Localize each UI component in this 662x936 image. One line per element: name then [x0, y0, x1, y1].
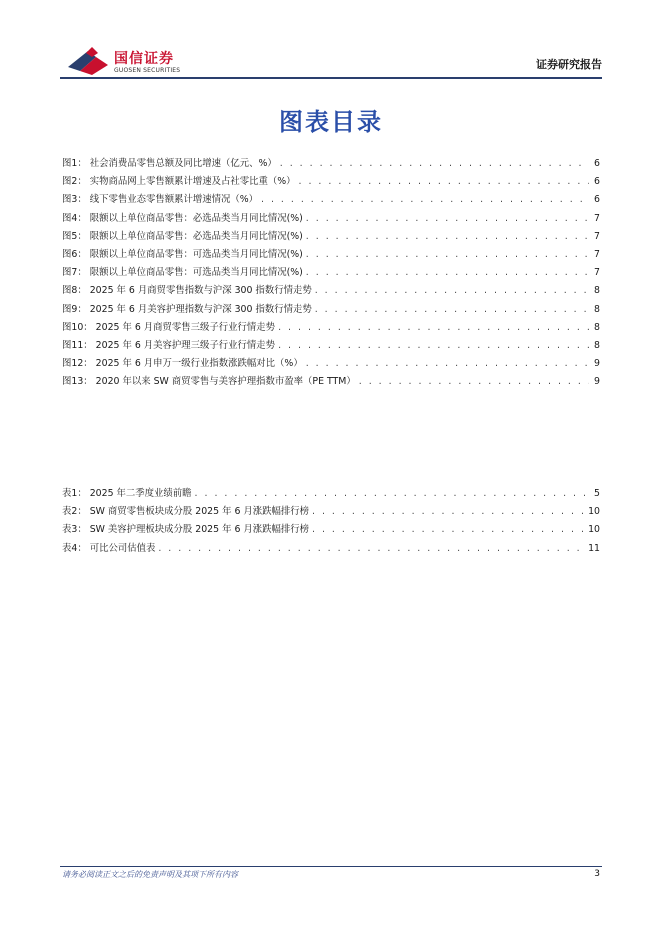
toc-entry-label: 图13： 2020 年以来 SW 商贸零售与美容护理指数市盈率（PE TTM） — [62, 376, 356, 388]
toc-entry-figure-1[interactable] — [62, 155, 600, 173]
toc-entry-figure-11[interactable] — [62, 337, 600, 355]
toc-entry-table-3[interactable] — [62, 521, 600, 539]
guosen-logo-mark-icon — [66, 45, 110, 77]
toc-entry-page: 6 — [594, 158, 600, 169]
toc-entry-page: 11 — [588, 542, 600, 554]
dot-leader — [312, 524, 585, 535]
toc-entry-label: 图3： 线下零售业态零售额累计增速情况（%） — [62, 194, 258, 206]
toc-entry-page: 9 — [594, 358, 600, 370]
dot-leader — [195, 488, 589, 499]
toc-entry-label: 表1： 2025 年二季度业绩前瞻 — [62, 488, 192, 499]
toc-entry-label: 图4： 限额以上单位商品零售：必选品类当月同比情况(%) — [62, 212, 303, 224]
toc-entry-label: 图9： 2025 年 6 月美容护理指数与沪深 300 指数行情走势 — [62, 303, 312, 315]
toc-entry-label: 图1： 社会消费品零售总额及同比增速（亿元、%） — [62, 158, 277, 169]
toc-entry-figure-2[interactable] — [62, 173, 600, 191]
toc-entry-table-2[interactable] — [62, 503, 600, 521]
toc-entry-page: 9 — [594, 376, 600, 388]
toc-entry-label: 图2： 实物商品网上零售额累计增速及占社零比重（%） — [62, 176, 296, 188]
toc-entry-label: 图12： 2025 年 6 月申万一级行业指数涨跌幅对比（%） — [62, 358, 303, 370]
toc-entry-label: 图7： 限额以上单位商品零售：可选品类当月同比情况(%) — [62, 267, 303, 279]
page-title: 图表目录 — [279, 108, 383, 136]
toc-entry-page: 8 — [594, 339, 600, 351]
toc-entry-page: 7 — [594, 230, 600, 242]
dot-leader — [278, 340, 589, 351]
dot-leader — [306, 358, 589, 369]
page-number: 3 — [594, 869, 600, 879]
toc-entry-label: 图11： 2025 年 6 月美容护理三级子行业行情走势 — [62, 339, 276, 351]
toc-entry-page: 6 — [594, 194, 600, 206]
dot-leader — [359, 376, 589, 387]
toc-entry-label: 图5： 限额以上单位商品零售：必选品类当月同比情况(%) — [62, 230, 303, 242]
toc-entry-table-1[interactable] — [62, 485, 600, 503]
toc-entry-label: 表4： 可比公司估值表 — [62, 542, 156, 554]
toc-entry-label: 表2： SW 商贸零售板块成分股 2025 年 6 月涨跌幅排行榜 — [62, 506, 310, 518]
footer-divider — [60, 866, 602, 867]
toc-entry-page: 7 — [594, 248, 600, 260]
toc-entry-figure-10[interactable] — [62, 319, 600, 337]
dot-leader — [306, 231, 589, 242]
dot-leader — [312, 506, 585, 517]
table-list — [62, 485, 600, 558]
toc-entry-page: 8 — [594, 285, 600, 297]
report-type-label: 证券研究报告 — [536, 58, 602, 71]
toc-entry-page: 10 — [588, 506, 600, 518]
dot-leader — [306, 267, 589, 278]
toc-entry-label: 表3： SW 美容护理板块成分股 2025 年 6 月涨跌幅排行榜 — [62, 524, 310, 536]
dot-leader — [298, 176, 589, 187]
toc-entry-figure-6[interactable] — [62, 246, 600, 264]
dot-leader — [315, 285, 589, 296]
page-header — [0, 0, 662, 80]
toc-entry-figure-7[interactable] — [62, 264, 600, 282]
toc-entry-page: 8 — [594, 321, 600, 333]
toc-entry-label: 图8： 2025 年 6 月商贸零售指数与沪深 300 指数行情走势 — [62, 285, 312, 297]
toc-entry-page: 5 — [594, 488, 600, 499]
dot-leader — [261, 194, 589, 205]
guosen-logo — [66, 45, 186, 81]
footer-disclaimer: 请务必阅读正文之后的免责声明及其项下所有内容 — [62, 870, 238, 879]
toc-entry-figure-12[interactable] — [62, 355, 600, 373]
dot-leader — [278, 322, 589, 333]
toc-entry-label: 图10： 2025 年 6 月商贸零售三级子行业行情走势 — [62, 321, 276, 333]
dot-leader — [315, 304, 589, 315]
header-divider — [60, 77, 602, 79]
toc-entry-page: 6 — [594, 176, 600, 188]
toc-entry-page: 8 — [594, 303, 600, 315]
dot-leader — [280, 158, 589, 169]
toc-entry-page: 10 — [588, 524, 600, 536]
toc-entry-table-4[interactable] — [62, 540, 600, 558]
dot-leader — [306, 249, 589, 260]
figure-list — [62, 155, 600, 391]
logo-wordmark-cn: 国信证券 — [114, 51, 174, 67]
dot-leader — [158, 543, 585, 554]
toc-entry-figure-9[interactable] — [62, 301, 600, 319]
toc-entry-label: 图6： 限额以上单位商品零售：可选品类当月同比情况(%) — [62, 248, 303, 260]
toc-entry-figure-5[interactable] — [62, 228, 600, 246]
dot-leader — [306, 213, 589, 224]
toc-entry-figure-13[interactable] — [62, 373, 600, 391]
logo-wordmark-en: GUOSEN SECURITIES — [114, 67, 181, 74]
toc-entry-figure-3[interactable] — [62, 191, 600, 209]
toc-entry-figure-4[interactable] — [62, 210, 600, 228]
toc-entry-page: 7 — [594, 212, 600, 224]
toc-entry-figure-8[interactable] — [62, 282, 600, 300]
toc-entry-page: 7 — [594, 267, 600, 279]
